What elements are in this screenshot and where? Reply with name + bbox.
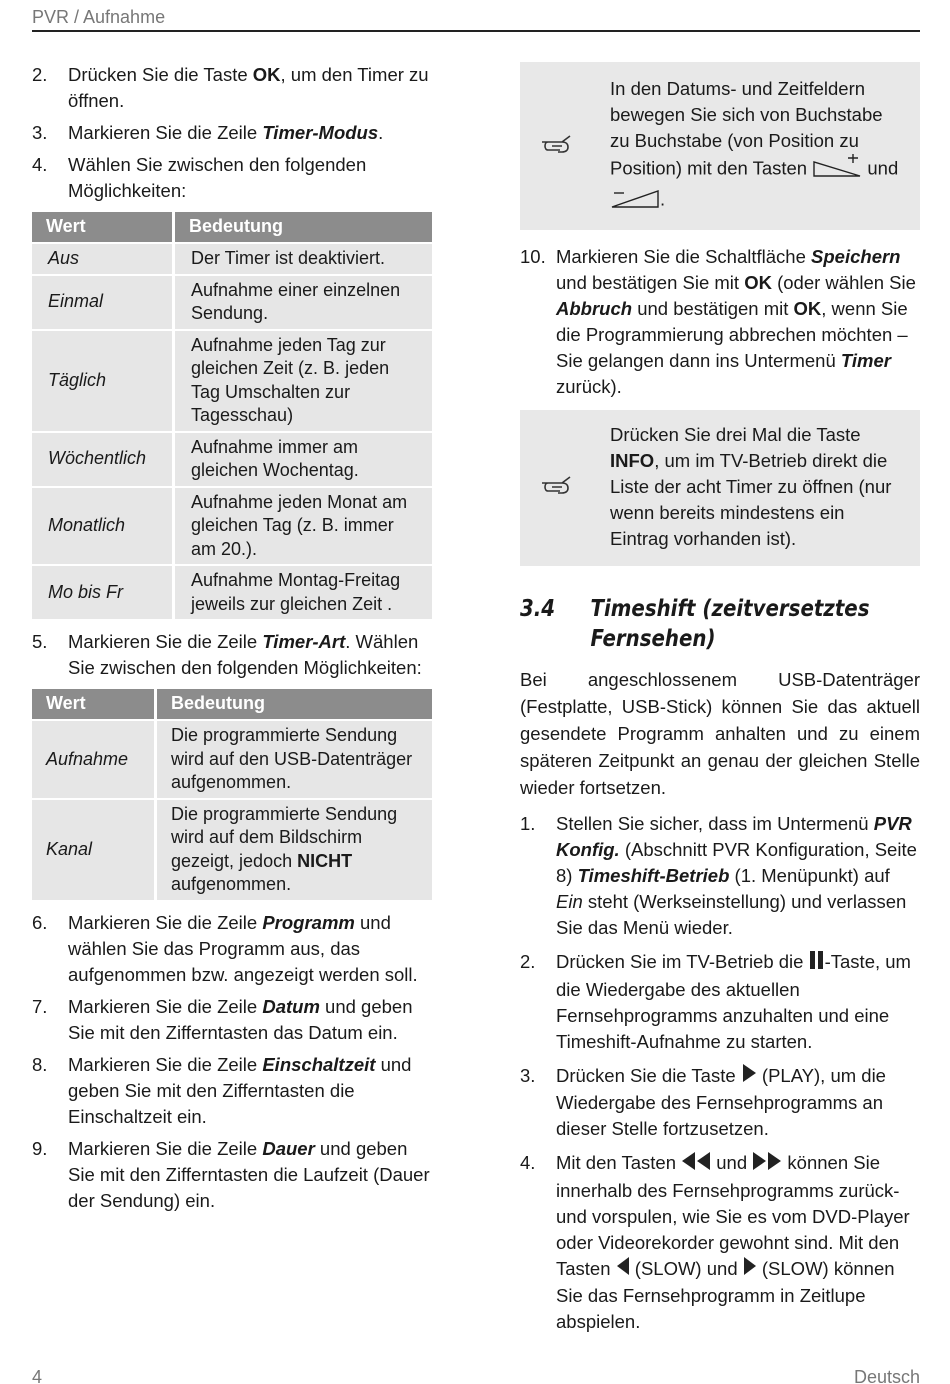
step-5: 5. Markieren Sie die Zeile Timer-Art. Wählen Sie zwischen den folgenden Möglichkeiten: <box>32 631 422 678</box>
table-row: Aus Der Timer ist deaktiviert. <box>32 244 432 274</box>
table-row: Aufnahme Die programmierte Sendung wird auf den USB-Datenträger aufgenommen. <box>32 721 432 798</box>
steps-list-e <box>520 811 920 1335</box>
table-row: Mo bis Fr Aufnahme Montag-Freitag jeweils zur gleichen Zeit . <box>32 566 432 619</box>
steps-list-d <box>520 244 920 400</box>
step-9: 9. Markieren Sie die Zeile Dauer und geben Sie mit den Zifferntasten die Laufzeit (Dauer der Sendung) ein. <box>32 1137 430 1211</box>
timer-mode-table <box>32 210 432 621</box>
col-header-wert: Wert <box>32 212 172 242</box>
table-row: Einmal Aufnahme einer einzelnen Sendung. <box>32 276 432 329</box>
step-8: 8. Markieren Sie die Zeile Einschaltzeit und geben Sie mit den Zifferntasten die Einschaltzeit ein. <box>32 1053 412 1127</box>
timeshift-step-2: 2. Drücken Sie im TV-Betrieb die -Taste, um die Wiedergabe des aktuellen Fernsehprogramms anzuhalten und eine Timeshift-Aufnahme zu starten. <box>520 951 911 1052</box>
left-column <box>32 62 432 1220</box>
steps-list-c <box>32 910 432 1214</box>
step-3: 3. Markieren Sie die Zeile Timer-Modus. <box>32 122 384 143</box>
table-header <box>32 689 432 719</box>
timeshift-step-3: 3. Drücken Sie die Taste (PLAY), um die Wiedergabe des Fernsehprogramms an dieser Stelle fortzusetzen. <box>520 1064 886 1140</box>
step-4: 4. Wählen Sie zwischen den folgenden Möglichkeiten: <box>32 154 367 201</box>
col-header-bedeutung: Bedeutung <box>154 689 432 719</box>
section-intro: Bei angeschlossenem USB-Datenträger (Festplatte, USB-Stick) können Sie das aktuell gesendete Programm anhalten und zu einem späteren Zeitpunkt an genau der gleichen Stelle wieder fortsetzen. <box>520 669 920 798</box>
steps-list-b <box>32 629 432 681</box>
page-number: 4 <box>32 1367 43 1384</box>
volume-up-key-icon <box>812 154 862 185</box>
table-row: Täglich Aufnahme jeden Tag zur gleichen Zeit (z. B. jeden Tag Umschalten zur Tagesschau) <box>32 331 432 431</box>
section-heading <box>520 594 921 654</box>
fast-forward-icon <box>752 1151 782 1178</box>
timeshift-step-1: 1. Stellen Sie sicher, dass im Untermenü PVR Konfig. (Abschnitt PVR Konfiguration, Seite 8) Timeshift-Betrieb (1. Menüpunkt) auf Ein steht (Werkseinstellung) und verlassen Sie das Menü wieder. <box>520 813 917 938</box>
steps-list-a <box>32 62 432 204</box>
footer-language: Deutsch <box>853 1367 920 1384</box>
right-column <box>520 62 920 1341</box>
pause-icon <box>809 950 825 977</box>
col-header-bedeutung: Bedeutung <box>172 212 432 242</box>
col-header-wert: Wert <box>32 689 154 719</box>
header-title: PVR / Aufnahme <box>32 7 166 27</box>
table-header <box>32 212 432 242</box>
pointing-hand-icon <box>540 473 610 501</box>
section-title: Timeshift (zeitversetztes Fernsehen) <box>590 596 870 652</box>
step-2: 2. Drücken Sie die Taste OK, um den Timer zu öffnen. <box>32 64 429 111</box>
step-7: 7. Markieren Sie die Zeile Datum und geben Sie mit den Zifferntasten das Datum ein. <box>32 995 413 1043</box>
timeshift-step-4: 4. Mit den Tasten und können Sie innerhalb des Fernsehprogramms zurück- und vorspulen, wie Sie es vom DVD-Player oder Videorekorder gewohnt sind. Mit den Tasten (SLOW) und (SLOW) können Sie das Fernsehprogramm in Zeitlupe abspielen. <box>520 1152 910 1333</box>
volume-down-key-icon <box>610 185 660 216</box>
hint-box-navigation: In den Datums- und Zeitfeldern bewegen Sie sich von Buchstabe zu Buchstabe (von Position zu Position) mit den Tasten und . <box>520 62 920 230</box>
hint-box-info: Drücken Sie drei Mal die Taste INFO, um im TV-Betrieb direkt die Liste der acht Timer zu öffnen (nur wenn bereits mindestens ein Eintrag vorhanden ist). <box>520 410 920 566</box>
slow-back-icon <box>616 1256 630 1283</box>
pointing-hand-icon <box>540 132 610 160</box>
slow-forward-icon <box>743 1256 757 1283</box>
timer-type-table <box>32 687 432 902</box>
step-6: 6. Markieren Sie die Zeile Programm und wählen Sie das Programm aus, das aufgenommen bzw. angezeigt werden soll. <box>32 911 418 985</box>
table-row: Kanal Die programmierte Sendung wird auf dem Bildschirm gezeigt, jedoch NICHT aufgenommen. <box>32 800 432 900</box>
page-header <box>32 4 920 32</box>
table-row: Monatlich Aufnahme jeden Monat am gleichen Tag (z. B. immer am 20.). <box>32 488 432 565</box>
step-10: 10. Markieren Sie die Schaltfläche Speichern und bestätigen Sie mit OK (oder wählen Sie Abbruch und bestätigen mit OK, wenn Sie die Programmierung abbrechen möchten – Sie gelangen dann ins Untermenü Timer zurück). <box>520 246 916 397</box>
play-icon <box>741 1063 757 1090</box>
section-number: 3.4 <box>520 596 556 622</box>
rewind-icon <box>681 1151 711 1178</box>
table-row: Wöchentlich Aufnahme immer am gleichen Wochentag. <box>32 433 432 486</box>
